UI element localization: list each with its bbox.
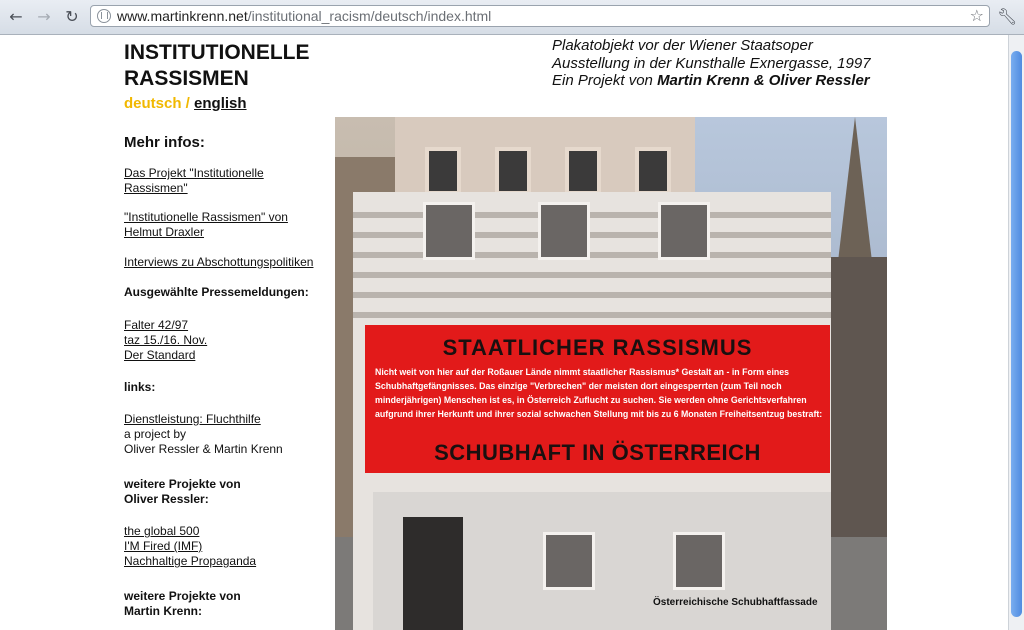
poster-object — [353, 192, 831, 630]
krenn-heading: weitere Projekte von Martin Krenn: — [124, 589, 241, 618]
poster-caption: Österreichische Schubhaftfassade — [653, 597, 818, 608]
press-link-falter[interactable]: Falter 42/97 — [124, 318, 189, 332]
facade-window — [425, 147, 461, 195]
opera-facade — [395, 117, 695, 197]
press-list — [124, 318, 207, 363]
sidebar-link-draxler[interactable] — [124, 210, 304, 240]
link-global-500[interactable]: the global 500 — [124, 524, 200, 538]
language-switch — [124, 95, 247, 112]
subtitle-authors: Martin Krenn & Oliver Ressler — [657, 72, 870, 89]
title-line-1: INSTITUTIONELLE — [124, 41, 310, 64]
project-subtitle — [552, 37, 871, 90]
press-link-taz[interactable]: taz 15./16. Nov. — [124, 333, 208, 347]
lang-deutsch[interactable]: deutsch / — [124, 95, 190, 112]
forward-icon[interactable]: → — [37, 7, 51, 26]
browser-toolbar — [0, 0, 1024, 35]
sidebar-link-project[interactable] — [124, 166, 299, 196]
scrollbar-thumb[interactable] — [1011, 51, 1022, 617]
title-line-2: RASSISMEN — [124, 67, 249, 90]
project-by-label: a project by — [124, 427, 187, 441]
facade-window — [565, 147, 601, 195]
link-fluchthilfe[interactable]: Dienstleistung: Fluchthilfe — [124, 412, 261, 426]
press-link-standard[interactable]: Der Standard — [124, 348, 196, 362]
poster-window — [658, 202, 710, 260]
subtitle-line-1: Plakatobjekt vor der Wiener Staatsoper — [552, 37, 813, 54]
scrollbar[interactable] — [1008, 35, 1024, 630]
ressler-projects — [124, 524, 256, 569]
project-authors: Oliver Ressler & Martin Krenn — [124, 442, 283, 456]
poster-window — [673, 532, 725, 590]
links-block — [124, 412, 283, 457]
address-bar[interactable] — [90, 5, 990, 27]
subtitle-prefix: Ein Projekt von — [552, 72, 653, 89]
poster-footer-headline: SCHUBHAFT IN ÖSTERREICH — [434, 440, 761, 465]
links-heading: links: — [124, 380, 156, 394]
page-title — [124, 40, 310, 92]
poster-headline: STAATLICHER RASSISMUS — [442, 335, 753, 360]
more-info-heading: Mehr infos: — [124, 134, 205, 151]
facade-window — [635, 147, 671, 195]
poster-window — [538, 202, 590, 260]
press-heading: Ausgewählte Pressemeldungen: — [124, 285, 309, 299]
url-text[interactable] — [117, 8, 491, 24]
link-interviews[interactable]: Interviews zu Abschottungspolitiken — [124, 255, 314, 269]
poster-red-panel — [365, 325, 830, 473]
sidebar-link-interviews[interactable] — [124, 255, 334, 270]
poster-body-text: Nicht weit von hier auf der Roßauer Lände nimmt staatlicher Rassismus* Gestalt an - in Form eines Schubhaftgefängnisses. Das einzige "Verbrechen" der meisten dort eingesperrten (zum Teil noch minderjährigen) Menschen ist es, in Österreich Zuflucht zu suchen. Sie werden ohne Gerichtsverfahren aufgrund ihrer Herkunft und ihrer sozial schwachen Stellung mit bis zu 6 Monaten Freiheitsentzug bestraft: — [375, 367, 823, 419]
wrench-icon[interactable]: 🔧︎ — [997, 7, 1018, 26]
poster-window — [543, 532, 595, 590]
link-project[interactable]: Das Projekt "Institutionelle Rassismen" — [124, 166, 264, 195]
url-domain: www.martinkrenn.net — [117, 8, 248, 24]
back-icon[interactable]: ← — [9, 7, 23, 26]
link-nachhaltige-propaganda[interactable]: Nachhaltige Propaganda — [124, 554, 257, 568]
reload-icon[interactable]: ↻ — [65, 7, 79, 26]
page-icon — [97, 9, 111, 23]
poster-photo — [335, 117, 887, 630]
poster-window — [423, 202, 475, 260]
facade-stripe — [353, 312, 831, 318]
poster-lower-facade — [373, 492, 831, 630]
facade-window — [495, 147, 531, 195]
star-icon[interactable]: ☆ — [969, 6, 984, 25]
ressler-heading: weitere Projekte von Oliver Ressler: — [124, 477, 241, 506]
facade-stripe — [353, 292, 831, 298]
subtitle-line-3 — [552, 72, 871, 90]
lang-english-link[interactable]: english — [194, 95, 247, 112]
facade-stripe — [353, 272, 831, 278]
url-path: /institutional_racism/deutsch/index.html — [247, 8, 492, 24]
facade-door — [403, 517, 463, 630]
link-draxler[interactable]: "Institutionelle Rassismen" von Helmut Draxler — [124, 210, 288, 239]
link-im-fired[interactable]: I'M Fired (IMF) — [124, 539, 203, 553]
subtitle-line-2: Ausstellung in der Kunsthalle Exnergasse, 1997 — [552, 54, 871, 72]
